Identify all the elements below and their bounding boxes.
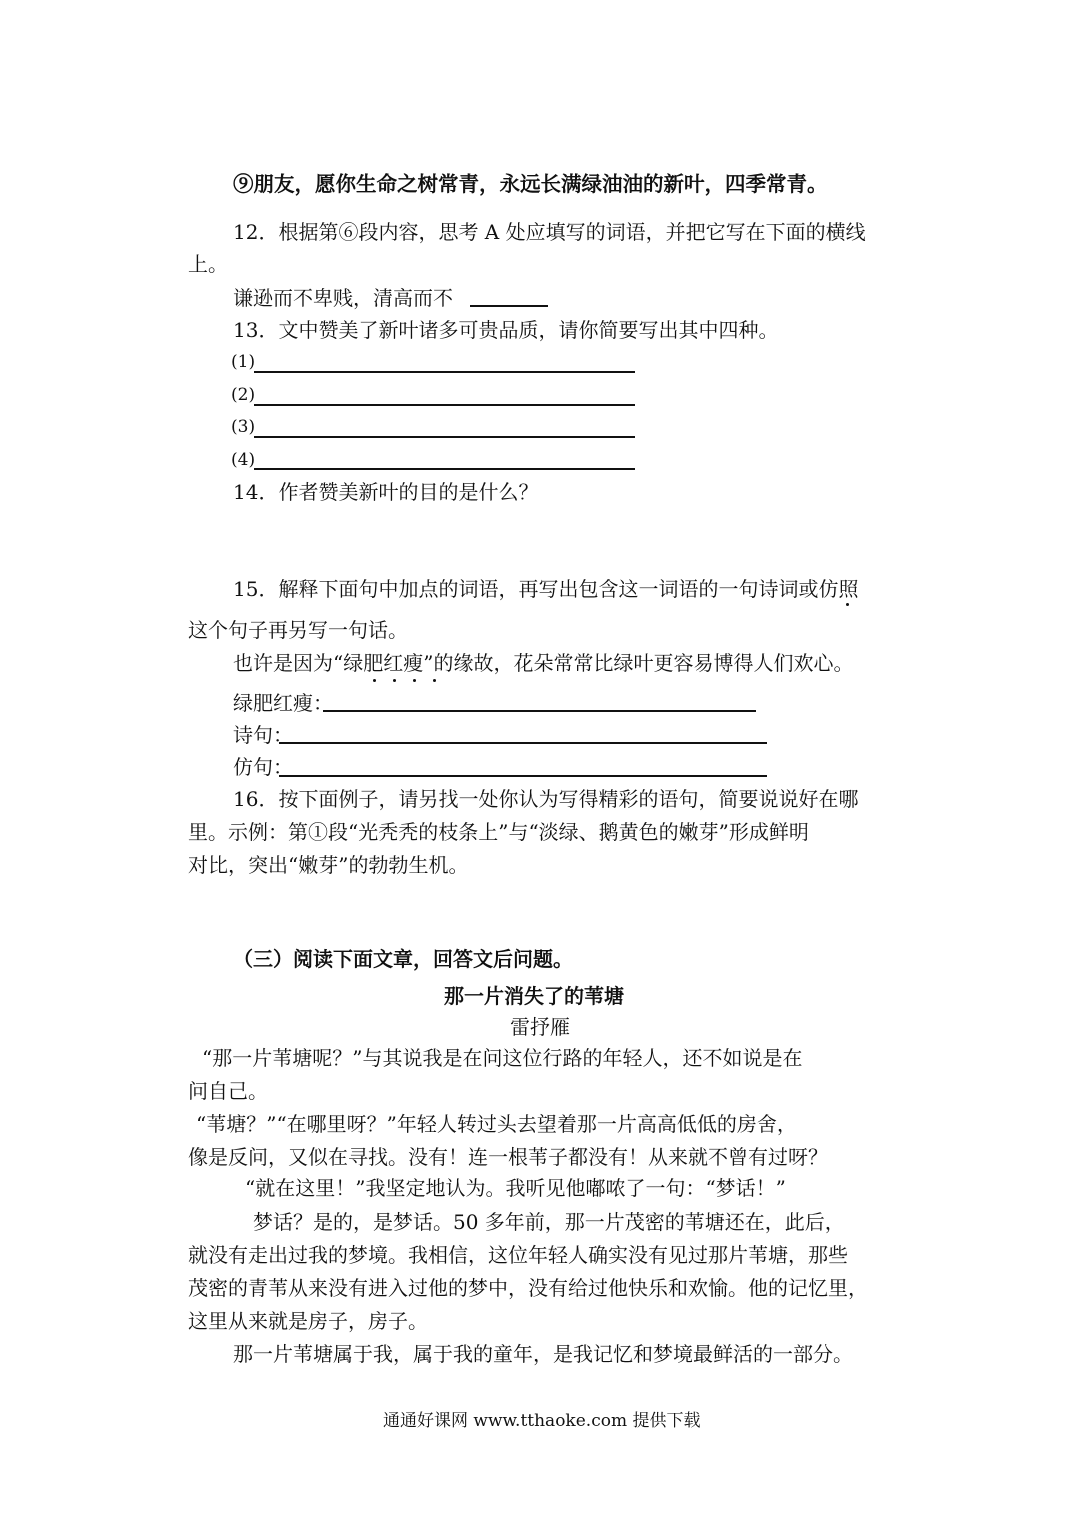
- emphasis-dot-2: [393, 679, 396, 682]
- question-15-imitate-label: 仿句：: [233, 755, 293, 779]
- question-16-line-3: 对比，突出“嫩芽”的勃勃生机。: [188, 853, 469, 877]
- article-p2-line-2: 像是反问，又似在寻找。没有！连一根苇子都没有！从来就不曾有过呀？: [188, 1145, 828, 1169]
- question-14-text: 14．作者赞美新叶的目的是什么？: [233, 480, 539, 504]
- emphasis-dot-or: [846, 603, 849, 606]
- article-p4-line-1: 梦话？是的，是梦话。50 多年前，那一片茂密的苇塘还在，此后，: [253, 1210, 845, 1234]
- question-12-line-2: 上。: [188, 252, 228, 276]
- question-13-item-2-blank[interactable]: [254, 404, 635, 406]
- article-p1-line-1: “那一片苇塘呢？”与其说我是在问这位行路的年轻人，还不如说是在: [202, 1046, 803, 1070]
- article-p4-line-3: 茂密的青苇从来没有进入过他的梦中，没有给过他快乐和欢愉。他的记忆里，: [188, 1276, 868, 1300]
- article-p1-line-2: 问自己。: [188, 1079, 268, 1103]
- question-13-item-4-label: (4): [231, 450, 256, 470]
- article-author: 雷抒雁: [510, 1015, 570, 1039]
- question-13-item-3-label: (3): [231, 417, 256, 437]
- question-13-item-2-label: (2): [231, 385, 256, 405]
- question-12-answer-blank[interactable]: [470, 305, 548, 307]
- question-13-item-1-label: (1): [231, 352, 256, 372]
- article-p4-line-4: 这里从来就是房子，房子。: [188, 1309, 428, 1333]
- article-p2-line-1: “苇塘？”“在哪里呀？”年轻人转过头去望着那一片高高低低的房舍，: [196, 1112, 797, 1136]
- emphasis-dot-1: [373, 679, 376, 682]
- article-p5: 那一片苇塘属于我，属于我的童年，是我记忆和梦境最鲜活的一部分。: [233, 1342, 853, 1366]
- section-3-heading: （三）阅读下面文章，回答文后问题。: [233, 947, 573, 971]
- question-13-item-3-blank[interactable]: [254, 436, 635, 438]
- question-13-item-1-blank[interactable]: [254, 371, 635, 373]
- article-p3: “就在这里！”我坚定地认为。我听见他嘟哝了一句：“梦话！”: [245, 1176, 786, 1200]
- question-15-explain-label: 绿肥红瘦：: [233, 691, 333, 715]
- question-13-text: 13．文中赞美了新叶诸多可贵品质，请你简要写出其中四种。: [233, 318, 779, 342]
- question-15-poem-label: 诗句：: [233, 723, 293, 747]
- question-15-line-2: 这个句子再另写一句话。: [188, 618, 408, 642]
- paragraph-9: ⑨朋友，愿你生命之树常青，永远长满绿油油的新叶，四季常青。: [233, 172, 828, 196]
- question-16-line-1: 16．按下面例子，请另找一处你认为写得精彩的语句，简要说说好在哪: [233, 787, 859, 811]
- question-13-item-4-blank[interactable]: [254, 468, 635, 470]
- emphasis-dot-4: [433, 679, 436, 682]
- question-15-explain-blank[interactable]: [323, 710, 756, 712]
- question-12-line-1: 12．根据第⑥段内容，思考 A 处应填写的词语，并把它写在下面的横线: [233, 220, 866, 244]
- page-footer: 通通好课网 www.tthaoke.com 提供下载: [383, 1411, 701, 1431]
- article-title: 那一片消失了的苇塘: [444, 984, 624, 1008]
- article-p4-line-2: 就没有走出过我的梦境。我相信，这位年轻人确实没有见过那片苇塘，那些: [188, 1243, 848, 1267]
- question-15-poem-blank[interactable]: [279, 742, 767, 744]
- question-15-sentence: 也许是因为“绿肥红瘦”的缘故，花朵常常比绿叶更容易博得人们欢心。: [233, 651, 854, 675]
- emphasis-dot-3: [413, 679, 416, 682]
- question-15-imitate-blank[interactable]: [279, 775, 767, 777]
- question-12-answer-prefix: 谦逊而不卑贱，清高而不: [233, 286, 453, 310]
- question-16-line-2: 里。示例：第①段“光秃秃的枝条上”与“淡绿、鹅黄色的嫩芽”形成鲜明: [188, 820, 809, 844]
- question-15-line-1: 15．解释下面句中加点的词语，再写出包含这一词语的一句诗词或仿照: [233, 577, 859, 601]
